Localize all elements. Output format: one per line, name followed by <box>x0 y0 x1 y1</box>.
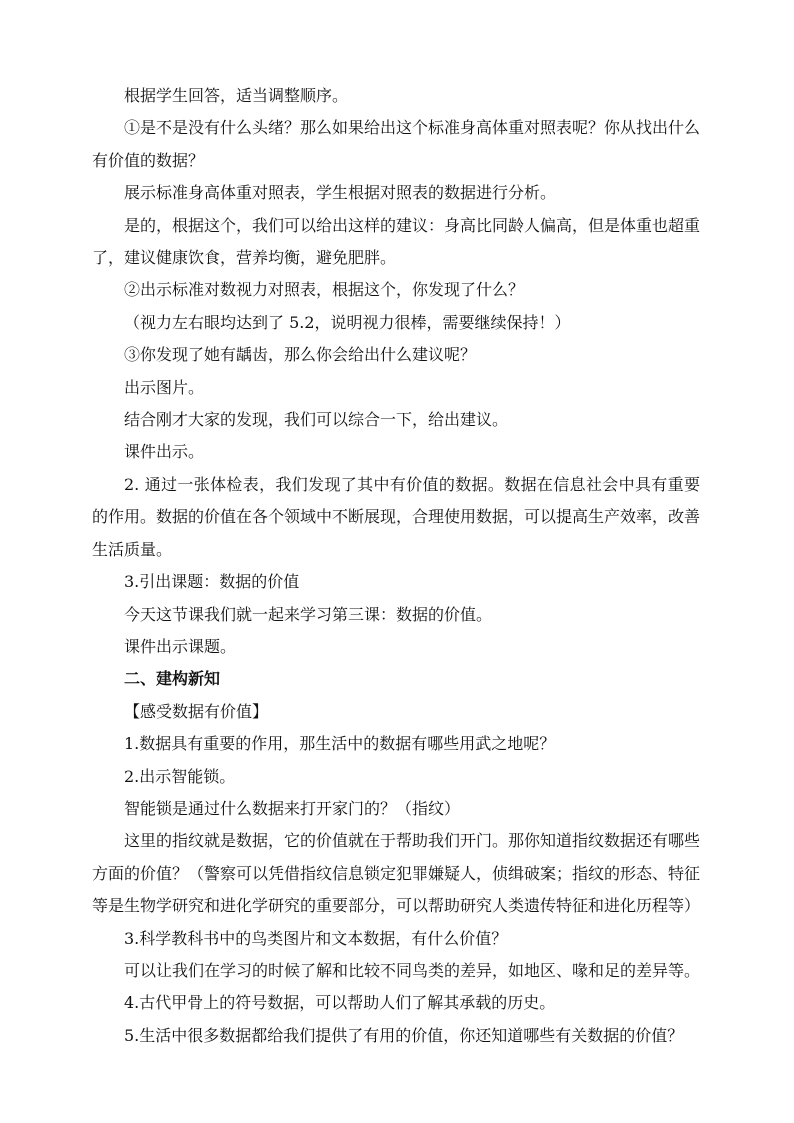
paragraph-show-image: 出示图片。 <box>124 377 205 397</box>
paragraph-fingerprint: 这里的指纹就是数据，它的价值就在于帮助我们开门。那你知道指纹数据还有哪些方面的价值？（警察可以凭借指纹信息锁定犯罪嫌疑人，侦缉破案；指纹的形态、特征等是生物学研究和进化学研究的重要部分，可以帮助研究人类遗传特征和进化历程等） <box>92 831 701 916</box>
paragraph-combine: 结合刚才大家的发现，我们可以综合一下，给出建议。 <box>124 410 509 430</box>
paragraph-reorder-note: 根据学生回答，适当调整顺序。 <box>124 86 349 105</box>
paragraph-show-height-weight-table: 展示标准身高体重对照表，学生根据对照表的数据进行分析。 <box>124 183 557 203</box>
paragraph-smart-lock: 智能锁是通过什么数据来打开家门的？（指纹） <box>124 798 461 818</box>
paragraph-courseware: 课件出示。 <box>124 442 205 462</box>
paragraph-question-2: ②出示标准对数视力对照表，根据这个，你发现了什么？ <box>124 280 525 300</box>
document-body <box>92 80 700 1052</box>
paragraph-today-topic: 今天这节课我们就一起来学习第三课：数据的价值。 <box>124 604 493 624</box>
paragraph-question-3: ③你发现了她有龋齿，那么你会给出什么建议呢？ <box>124 345 477 365</box>
paragraph-item-3: 3.引出课题：数据的价值 <box>124 572 300 592</box>
paragraph-question-1: ①是不是没有什么头绪？那么如果给出这个标准身高体重对照表呢？你从找出什么有价值的数据？ <box>92 118 701 170</box>
paragraph-point-2: 2.出示智能锁。 <box>124 766 236 786</box>
subsection-heading: 【感受数据有价值】 <box>124 701 269 721</box>
paragraph-point-4: 4.古代甲骨上的符号数据，可以帮助人们了解其承载的历史。 <box>124 993 556 1013</box>
paragraph-point-5: 5.生活中很多数据都给我们提供了有用的价值，你还知道哪些有关数据的价值？ <box>124 1025 684 1045</box>
paragraph-item-2: 2. 通过一张体检表，我们发现了其中有价值的数据。数据在信息社会中具有重要的作用。数据的价值在各个领域中不断展现，合理使用数据，可以提高生产效率，改善生活质量。 <box>92 474 701 559</box>
paragraph-suggestion: 是的，根据这个，我们可以给出这样的建议：身高比同龄人偏高，但是体重也超重了，建议健康饮食，营养均衡，避免肥胖。 <box>92 215 701 268</box>
paragraph-point-3: 3.科学教科书中的鸟类图片和文本数据，有什么价值？ <box>124 928 508 948</box>
section-heading: 二、建构新知 <box>124 669 221 689</box>
paragraph-birds: 可以让我们在学习的时候了解和比较不同鸟类的差异，如地区、喙和足的差异等。 <box>124 960 701 980</box>
paragraph-courseware-title: 课件出示课题。 <box>124 636 237 656</box>
paragraph-vision-note: （视力左右眼均达到了 5.2，说明视力很棒，需要继续保持！） <box>124 312 571 332</box>
paragraph-point-1: 1.数据具有重要的作用，那生活中的数据有哪些用武之地呢？ <box>124 734 556 754</box>
